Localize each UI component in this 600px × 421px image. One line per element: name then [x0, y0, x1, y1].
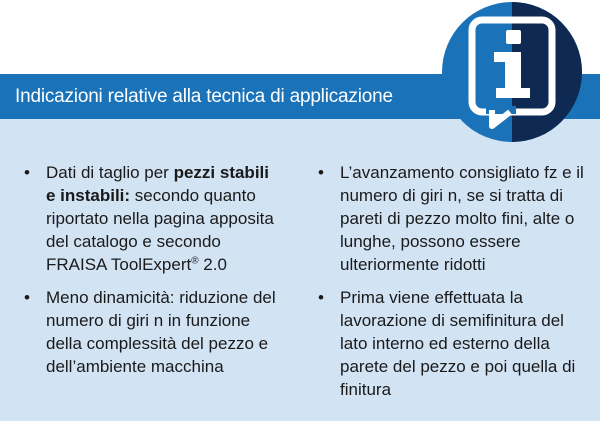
list-item: • Meno dinamicità: riduzione del numero di giri n in funzione della complessità del pezzo e dell’ambiente macchina: [24, 288, 276, 376]
right-column: [318, 161, 588, 411]
right-bullet-list: [318, 161, 588, 401]
list-item: • Dati di taglio per pezzi stabili e instabili: secondo quanto riportato nella pagina apposita del catalogo e secondo FRAISA ToolExpert® 2.0: [24, 163, 274, 274]
bullet-icon: •: [24, 288, 30, 307]
bullet-icon: •: [24, 163, 30, 182]
info-icon: [430, 0, 594, 150]
left-column: [24, 161, 282, 388]
list-item: • L’avanzamento consigliato fz e il numero di giri n, se si tratta di pareti di pezzo molto fini, alte o lunghe, possono essere ulteriormente ridotti: [318, 163, 584, 274]
left-bullet-list: [24, 161, 282, 378]
bullet-icon: •: [318, 288, 324, 307]
header-title: Indicazioni relative alla tecnica di applicazione: [15, 86, 393, 107]
list-item: • Prima viene effettuata la lavorazione di semifinitura del lato interno ed esterno della parete del pezzo e poi quella di finitura: [318, 288, 576, 399]
bullet-icon: •: [318, 163, 324, 182]
